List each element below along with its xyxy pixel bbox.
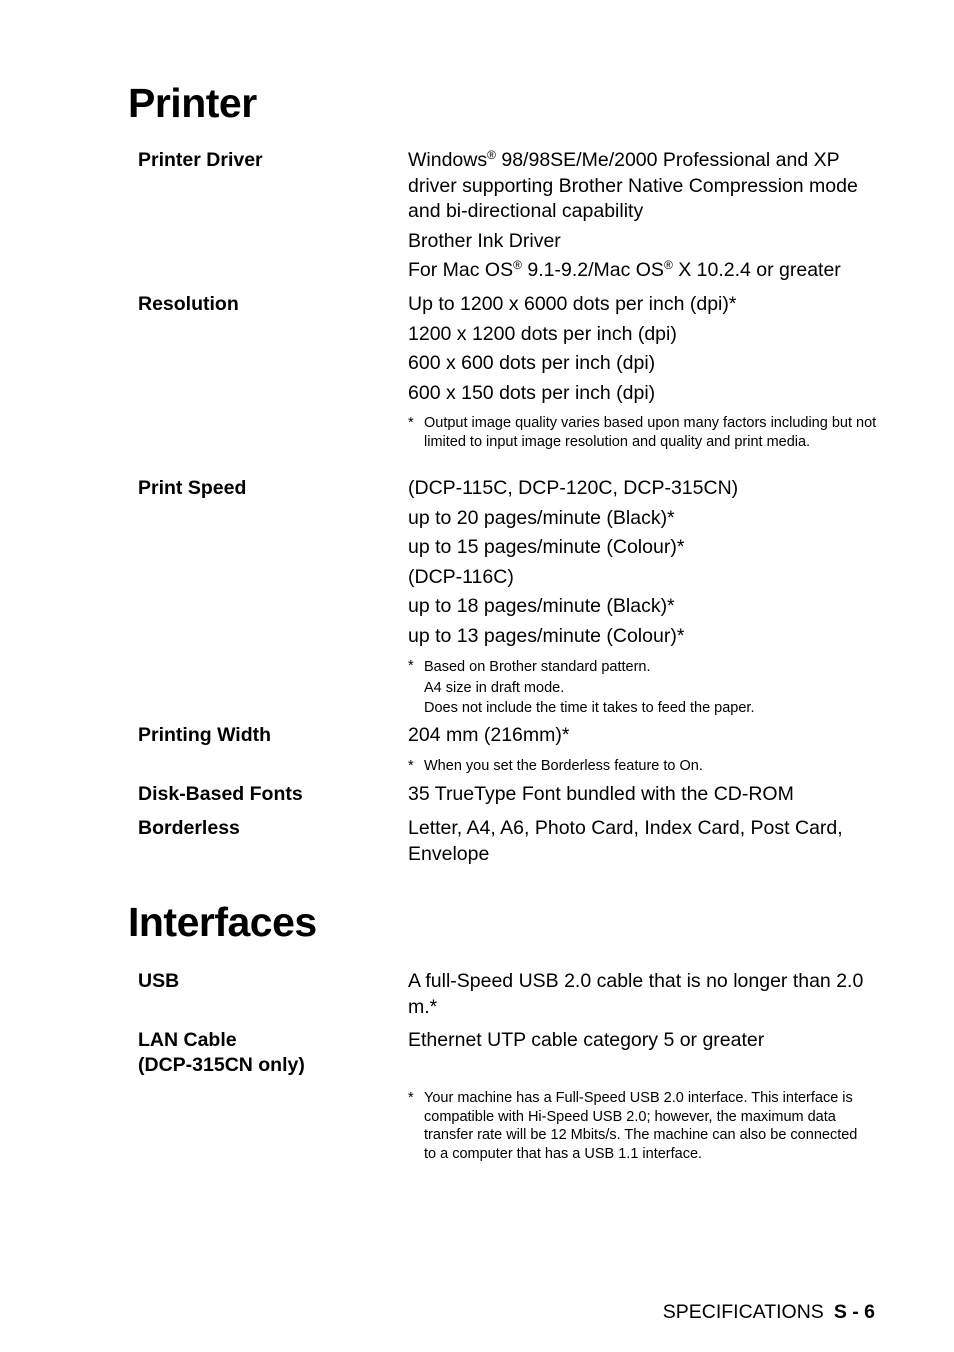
footnote-star: *: [408, 415, 414, 431]
footnote-text: Your machine has a Full-Speed USB 2.0 interface. This interface is compatible with Hi-Speed USB 2.0; however, the maximum data transfer rate will be 12 Mbits/s. The machine can also be connected to a computer that has a USB 1.1 interface.: [424, 1090, 858, 1162]
spec-label: Printer Driver: [138, 149, 263, 171]
spec-label: Print Speed: [138, 477, 247, 499]
footnote-star: *: [408, 1090, 414, 1106]
lan-label-line: (DCP-315CN only): [138, 1054, 305, 1076]
page-footer: [663, 1300, 875, 1325]
speed-line: (DCP-115C, DCP-120C, DCP-315CN): [408, 477, 739, 499]
width-value: 204 mm (216mm)*: [408, 724, 570, 746]
footnote: [408, 414, 878, 451]
spec-value: [408, 148, 878, 288]
speed-line: up to 15 pages/minute (Colour)*: [408, 536, 685, 558]
borderless-value: Letter, A4, A6, Photo Card, Index Card, Post Card, Envelope: [408, 817, 843, 865]
footnote-text: When you set the Borderless feature to On.: [424, 757, 703, 774]
spec-label: Disk-Based Fonts: [138, 783, 303, 805]
speed-line: (DCP-116C): [408, 565, 514, 588]
spec-value: [408, 782, 878, 808]
lan-label-line: LAN Cable: [138, 1029, 237, 1051]
interfaces-heading: Interfaces: [128, 899, 317, 945]
driver-windows-text: Windows® 98/98SE/Me/2000 Professional and XP driver supporting Brother Native Compression mode and bi-directional capability: [408, 148, 858, 222]
spec-label: Resolution: [138, 293, 239, 315]
spec-value: [408, 816, 878, 867]
footnote-star: *: [408, 757, 414, 774]
footnote: [408, 657, 878, 719]
resolution-line: Up to 1200 x 6000 dots per inch (dpi)*: [408, 293, 737, 315]
spec-value: [408, 1028, 878, 1054]
footnote-text: Based on Brother standard pattern.: [424, 659, 651, 675]
spec-label: USB: [138, 970, 180, 992]
footnote-text: A4 size in draft mode.: [424, 679, 565, 696]
spec-label: Borderless: [138, 817, 240, 839]
spec-value: [408, 723, 878, 775]
footer-section: SPECIFICATIONS: [662, 1301, 824, 1323]
spec-value: [408, 476, 878, 719]
spec-value: [408, 292, 878, 451]
fonts-value: 35 TrueType Font bundled with the CD-ROM: [408, 783, 794, 805]
spec-label: Printing Width: [138, 724, 272, 746]
printer-heading: Printer: [128, 80, 257, 126]
speed-line: up to 20 pages/minute (Black)*: [408, 506, 675, 529]
resolution-line: 600 x 150 dots per inch (dpi): [408, 381, 656, 404]
spec-value: [408, 969, 878, 1020]
usb-value: A full-Speed USB 2.0 cable that is no longer than 2.0 m.*: [408, 970, 864, 1018]
footnote: [408, 757, 878, 776]
driver-mac-text: For Mac OS® 9.1-9.2/Mac OS® X 10.2.4 or greater: [408, 258, 841, 281]
resolution-line: 600 x 600 dots per inch (dpi): [408, 352, 656, 374]
speed-line: up to 13 pages/minute (Colour)*: [408, 624, 685, 647]
page-number: S - 6: [833, 1301, 875, 1323]
spec-label: [138, 1028, 398, 1078]
footnote-text: Does not include the time it takes to feed the paper.: [424, 700, 755, 716]
spec-value: [408, 1081, 878, 1163]
speed-line: up to 18 pages/minute (Black)*: [408, 595, 675, 617]
footnote-text: Output image quality varies based upon many factors including but not limited to input image resolution and quality and print media.: [424, 415, 877, 450]
footnote-star: *: [408, 658, 414, 674]
footnote: [408, 1089, 869, 1163]
resolution-line: 1200 x 1200 dots per inch (dpi): [408, 322, 677, 345]
driver-ink-text: Brother Ink Driver: [408, 229, 561, 252]
lan-value: Ethernet UTP cable category 5 or greater: [408, 1029, 765, 1051]
